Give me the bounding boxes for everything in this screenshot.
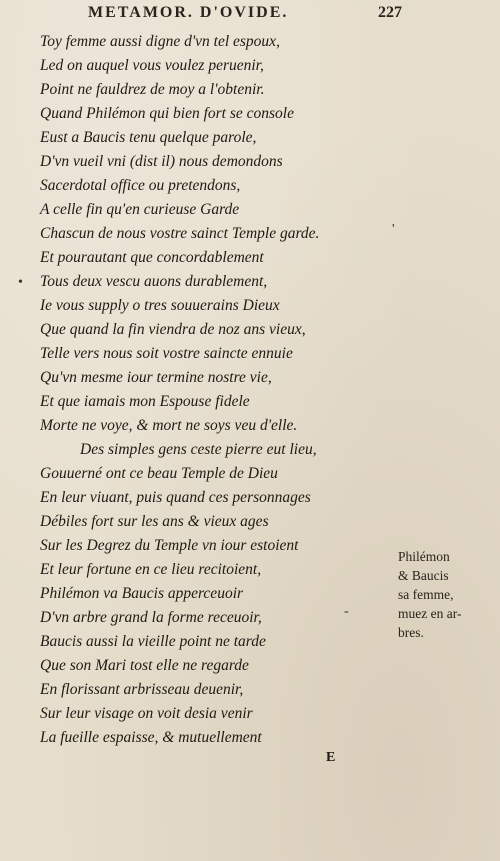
verse-line: Telle vers nous soit vostre saincte ennuie <box>40 345 293 362</box>
ink-mark: ' <box>392 222 395 237</box>
verse-line: D'vn arbre grand la forme receuoir, <box>40 609 262 626</box>
verse-line: Point ne fauldrez de moy a l'obtenir. <box>40 81 265 98</box>
margin-note-line: sa femme, <box>398 587 454 602</box>
margin-note-line: bres. <box>398 625 424 640</box>
verse-line: Gouuerné ont ce beau Temple de Dieu <box>40 465 278 482</box>
verse-line: Et que iamais mon Espouse fidele <box>40 393 250 410</box>
verse-line: Tous deux vescu auons durablement, <box>40 273 268 290</box>
verse-line: Et leur fortune en ce lieu recitoient, <box>40 561 262 578</box>
verse-line: Débiles fort sur les ans & vieux ages <box>40 513 269 530</box>
running-title: METAMOR. D'OVIDE. <box>88 4 289 21</box>
verse-line: Des simples gens ceste pierre eut lieu, <box>80 441 317 458</box>
verse-line: Morte ne voye, & mort ne soys veu d'elle. <box>40 417 298 434</box>
verse-line: A celle fin qu'en curieuse Garde <box>40 201 240 218</box>
verse-line: En florissant arbrisseau deuenir, <box>40 681 244 698</box>
margin-note-line: Philémon <box>398 549 450 564</box>
verse-line: Que quand la fin viendra de noz ans vieux, <box>40 321 306 338</box>
verse-text <box>40 30 380 750</box>
verse-line: Ie vous supply o tres souuerains Dieux <box>40 297 280 314</box>
verse-line: Sur leur visage on voit desia venir <box>40 705 253 722</box>
verse-line: D'vn vueil vni (dist il) nous demondons <box>40 153 283 170</box>
verse-line: Eust a Baucis tenu quelque parole, <box>40 129 257 146</box>
signature-mark: E <box>326 750 336 765</box>
ink-mark: - <box>344 604 349 619</box>
page-header <box>88 4 488 26</box>
margin-note-line: & Baucis <box>398 568 449 583</box>
verse-line: Sacerdotal office ou pretendons, <box>40 177 241 194</box>
verse-line: Chascun de nous vostre sainct Temple garde. <box>40 225 320 242</box>
ink-mark: • <box>18 275 23 290</box>
verse-line: Philémon va Baucis apperceuoir <box>40 585 244 602</box>
verse-line: Led on auquel vous voulez peruenir, <box>40 57 264 74</box>
verse-line: En leur viuant, puis quand ces personnages <box>40 489 311 506</box>
verse-line: Et pourautant que concordablement <box>40 249 264 266</box>
verse-line: Sur les Degrez du Temple vn iour estoient <box>40 537 299 554</box>
page-number: 227 <box>378 4 402 21</box>
verse-line: La fueille espaisse, & mutuellement <box>40 729 262 746</box>
verse-line: Baucis aussi la vieille point ne tarde <box>40 633 266 650</box>
verse-line: Que son Mari tost elle ne regarde <box>40 657 249 674</box>
verse-line: Toy femme aussi digne d'vn tel espoux, <box>40 33 280 50</box>
verse-line: Qu'vn mesme iour termine nostre vie, <box>40 369 272 386</box>
verse-line: Quand Philémon qui bien fort se console <box>40 105 294 122</box>
margin-note-line: muez en ar- <box>398 606 462 621</box>
margin-note <box>398 547 493 642</box>
